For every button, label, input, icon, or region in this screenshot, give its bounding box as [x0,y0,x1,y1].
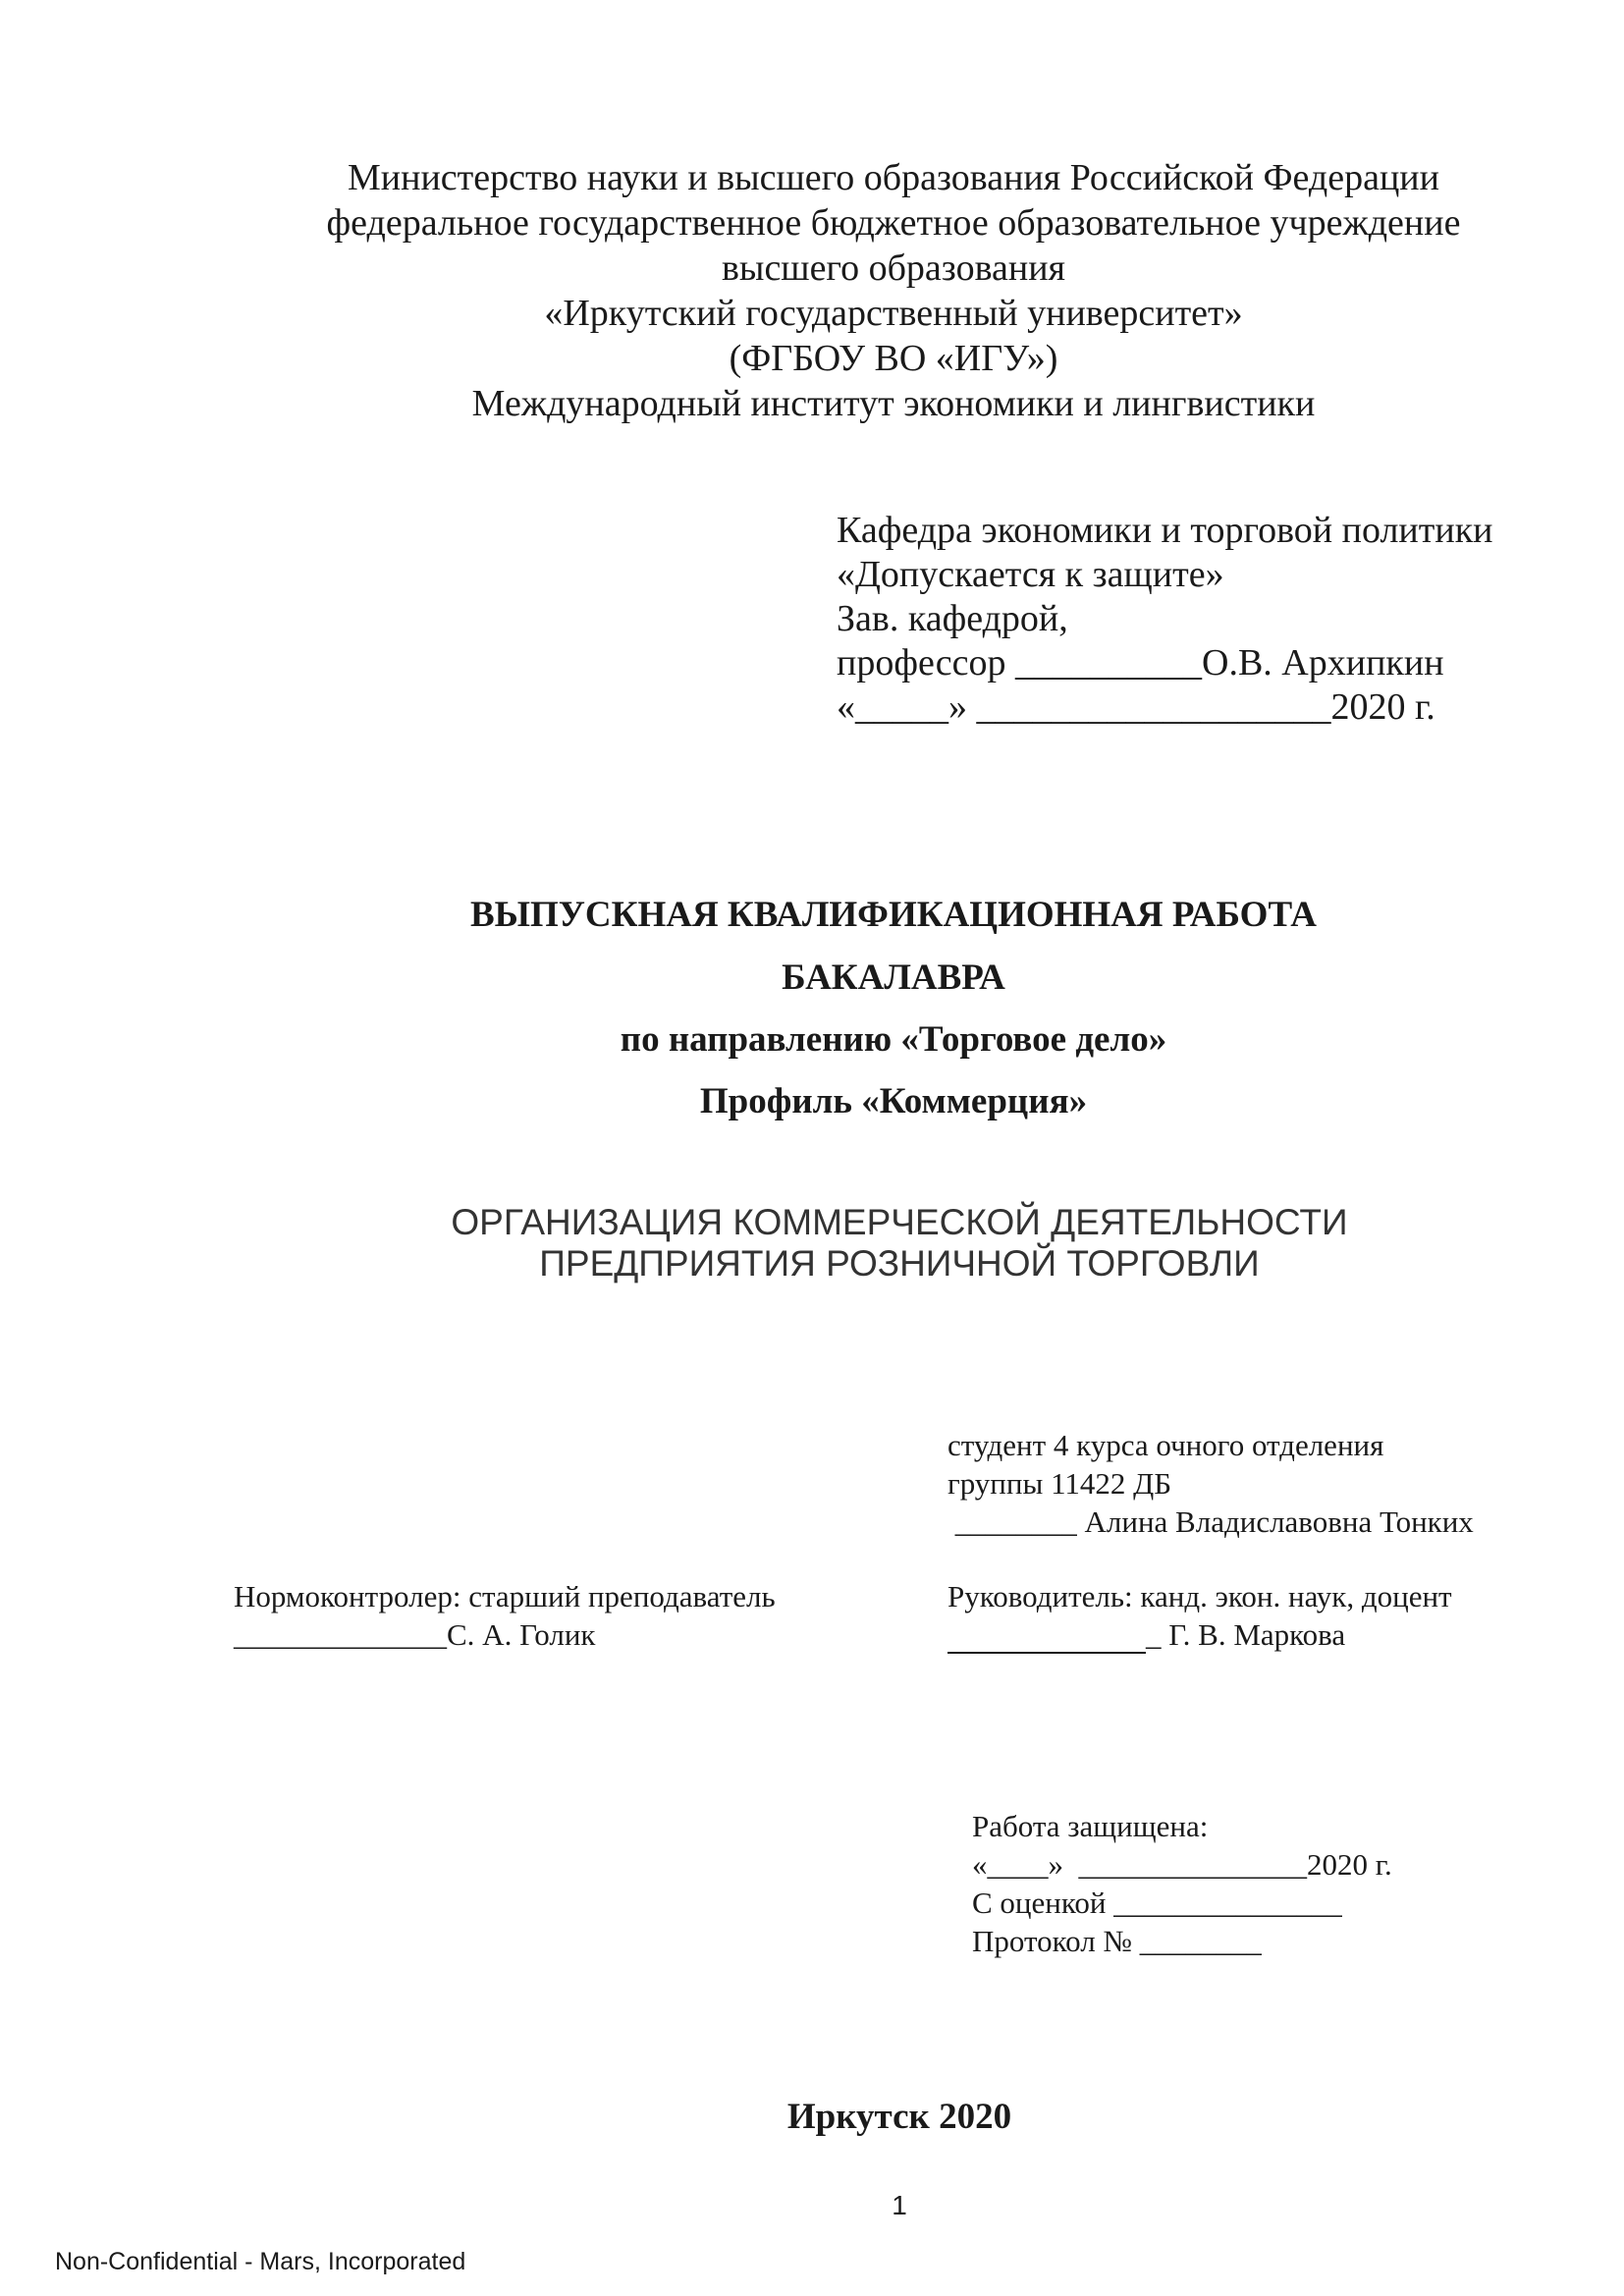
defense-year: 2020 г. [1307,1847,1392,1882]
grade-blank: _______________ [1113,1886,1342,1920]
defense-day-blank: ____ [987,1847,1049,1882]
student-signature-blank: ________ [947,1504,1085,1539]
page-number: 1 [892,2190,907,2220]
defense-month-blank: _______________ [1078,1847,1307,1882]
ministry-header [0,155,1624,426]
header-line-abbreviation: (ФГБОУ ВО «ИГУ») [729,338,1058,379]
defense-date-line [972,1845,1392,1884]
normocontroller-signature-blank: ______________ [234,1617,447,1652]
protocol-label: Протокол № [972,1924,1140,1958]
student-block [947,1426,1474,1541]
theme-line-2: ПРЕДПРИЯТИЯ РОЗНИЧНОЙ ТОРГОВЛИ [539,1243,1260,1284]
student-signature-line [947,1503,1474,1541]
student-group: группы 11422 ДБ [947,1466,1172,1501]
title-line-1: ВЫПУСКНАЯ КВАЛИФИКАЦИОННАЯ РАБОТА [469,895,1318,935]
professor-prefix: профессор [837,642,1016,683]
city-year: Иркутск 2020 [786,2097,1012,2137]
title-line-4: Профиль «Коммерция» [699,1081,1088,1121]
thesis-theme [0,1202,1624,1285]
admitted-label: «Допускается к защите» [837,554,1224,595]
normocontroller-role: Нормоконтролер: старший преподаватель [234,1579,776,1613]
confidentiality-footer: Non-Confidential - Mars, Incorporated [55,2248,466,2275]
professor-name: О.В. Архипкин [1202,642,1444,683]
date-close-quote: » [948,686,977,728]
approval-date-line [837,685,1493,730]
normocontroller-name: С. А. Голик [447,1617,596,1652]
defense-grade-line [972,1884,1392,1922]
defense-protocol-line [972,1922,1392,1960]
supervisor-role: Руководитель: канд. экон. наук, доцент [947,1579,1452,1613]
supervisor-block [947,1577,1452,1654]
supervisor-signature-line [947,1615,1452,1654]
supervisor-name: _ Г. В. Маркова [1146,1617,1346,1652]
professor-signature-blank: __________ [1015,642,1203,683]
date-month-blank: ___________________ [976,686,1331,728]
date-open-quote: « [837,686,855,728]
student-course: студент 4 курса очного отделения [947,1428,1384,1462]
approval-block [837,509,1493,730]
head-of-department: Зав. кафедрой, [837,598,1068,639]
title-line-2: БАКАЛАВРА [782,957,1005,998]
defense-block [972,1807,1392,1960]
department-name: Кафедра экономики и торговой политики [837,510,1493,551]
defense-label: Работа защищена: [972,1809,1209,1843]
header-line-institution-type: федеральное государственное бюджетное образовательное учреждение [326,202,1461,244]
date-year: 2020 г. [1330,686,1435,728]
defense-date-close: » [1048,1847,1079,1882]
normocontroller-block [234,1577,776,1654]
header-line-education-level: высшего образования [721,247,1066,289]
professor-signature-line [837,641,1493,685]
defense-date-open: « [972,1847,988,1882]
normocontroller-signature-line [234,1615,776,1654]
supervisor-signature-blank [947,1622,1146,1654]
header-line-institute: Международный институт экономики и лингвистики [471,383,1316,424]
grade-label: С оценкой [972,1886,1114,1920]
protocol-blank: ________ [1139,1924,1262,1958]
header-line-university: «Иркутский государственный университет» [544,293,1243,334]
theme-line-1: ОРГАНИЗАЦИЯ КОММЕРЧЕСКОЙ ДЕЯТЕЛЬНОСТИ [451,1202,1348,1242]
date-day-blank: _____ [855,686,948,728]
header-line-ministry: Министерство науки и высшего образования Российской Федерации [348,157,1439,198]
work-title-block [0,894,1624,1123]
student-name: Алина Владиславовна Тонких [1084,1504,1474,1539]
title-line-3: по направлению «Торговое дело» [620,1019,1167,1060]
